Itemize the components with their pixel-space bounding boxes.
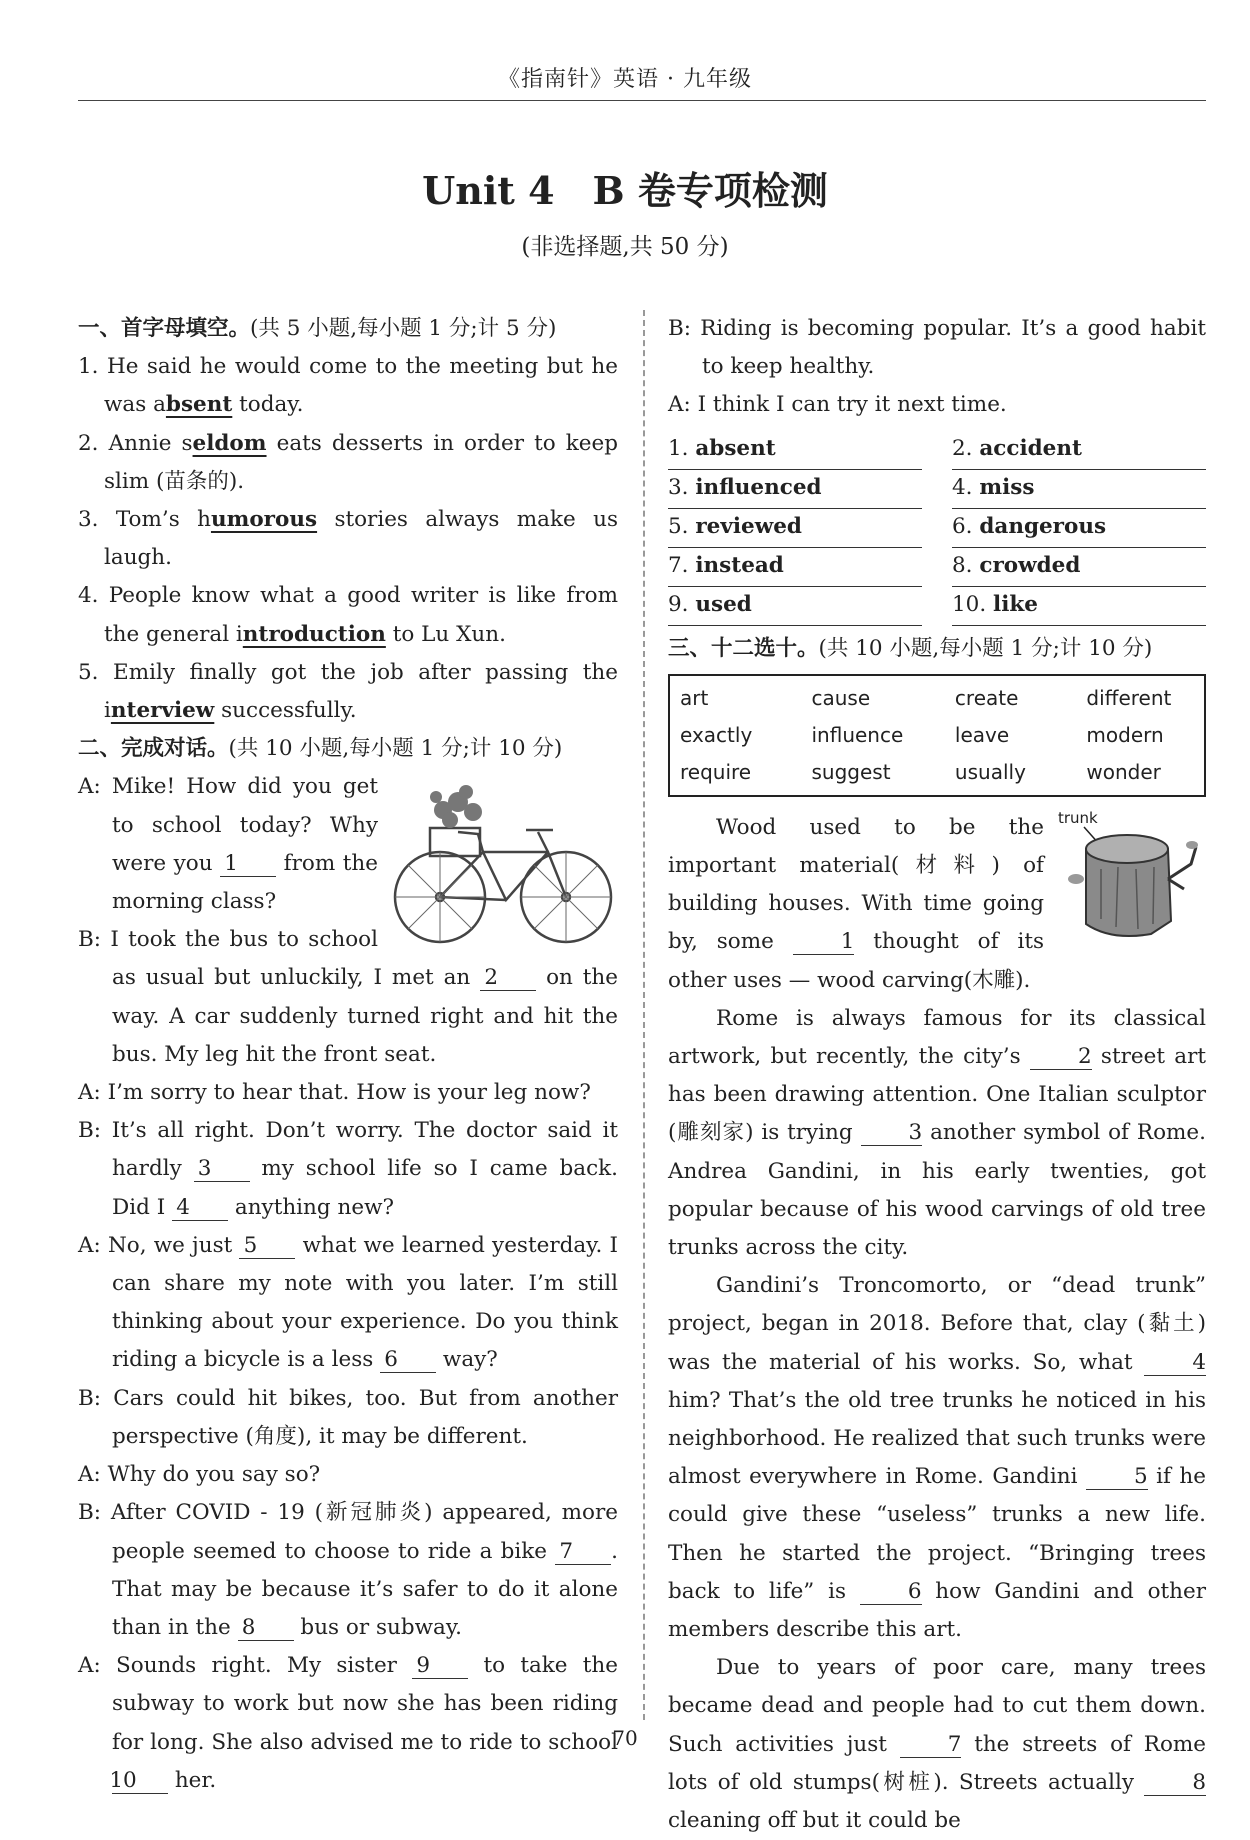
answer-item: 10. like [952, 587, 1206, 626]
running-header: 《指南针》英语 · 九年级 [498, 67, 752, 92]
word-bank-item: wonder [1086, 759, 1161, 784]
word-bank-item: leave [954, 722, 1010, 747]
trunk-illustration [1056, 809, 1206, 949]
part1-q2: 2. Annie seldom eats desserts in order to keep slim (苗条的). [78, 430, 618, 494]
dialog-line-10: B: Riding is becoming popular. It’s a good habit to keep healthy. [668, 316, 1206, 380]
word-bank-item: create [954, 685, 1019, 710]
dialog-line-7: A: Why do you say so? [78, 1462, 321, 1488]
header-rule [78, 100, 1206, 101]
dialog-line-2: B: I took the bus to school as usual but unluckily, I met an 2 on the way. A car suddenly turned right and hit the bus. My leg hit the front seat. [78, 927, 618, 1067]
word-bank-item: art [680, 685, 709, 710]
word-bank-item: suggest [811, 759, 891, 784]
dialog-line-11: A: I think I can try it next time. [668, 392, 1007, 418]
dialog-line-4: B: It’s all right. Don’t worry. The doctor said it hardly 3 my school life so I came back. Did I 4 anything new? [78, 1118, 619, 1220]
bicycle-icon [388, 772, 618, 947]
part1-q1: 1. He said he would come to the meeting but he was absent today. [78, 354, 618, 418]
part2-heading: 二、完成对话。(共 10 小题,每小题 1 分;计 10 分) [78, 736, 563, 762]
bicycle-illustration [388, 772, 618, 947]
dialog-line-3: A: I’m sorry to hear that. How is your leg now? [78, 1080, 591, 1106]
trunk-label: trunk [1058, 808, 1098, 827]
column-divider [643, 310, 645, 1720]
dialog-line-5: A: No, we just 5 what we learned yesterday. I can share my note with you later. I’m still thinking about your experience. Do you think riding a bicycle is a less 6 way? [78, 1232, 618, 1373]
part1-q4: 4. People know what a good writer is like from the general introduction to Lu Xun. [78, 583, 618, 647]
word-bank-item: different [1086, 685, 1172, 710]
answer-item: 4. miss [952, 470, 1206, 509]
answer-item: 8. crowded [952, 548, 1206, 587]
part1-q3: 3. Tom’s humorous stories always make us laugh. [78, 507, 618, 571]
answer-item: 3. influenced [668, 470, 922, 509]
word-bank-item: exactly [680, 722, 753, 747]
dialog-line-8: B: After COVID - 19 (新冠肺炎) appeared, more people seemed to choose to ride a bike 7 . That may be because it’s safer to do it alone than in the 8 bus or subway. [78, 1500, 618, 1640]
passage-paragraph-4: Due to years of poor care, many trees became dead and people had to cut them down. Such activities just 7 the streets of Rome lots of old stumps(树桩). Streets actually 8 cleaning off but it could be [668, 1655, 1207, 1834]
passage-paragraph-3: Gandini’s Troncomorto, or “dead trunk” project, began in 2018. Before that, clay (黏土) was the material of his works. So, what 4 him? That’s the old tree trunks he noticed in his neighborhood. He realized that such trunks were almost everywhere in Rome. Gandini 5 if he could give these “useless” trunks a new life. Then he started the project. “Bringing trees back to life” is 6 how Gandini and other members describe this art. [668, 1273, 1206, 1643]
answer-item: 2. accident [952, 431, 1206, 470]
part3-heading: 三、十二选十。(共 10 小题,每小题 1 分;计 10 分) [668, 635, 1153, 661]
word-bank [668, 674, 1206, 797]
word-bank-item: cause [811, 685, 871, 710]
word-bank-item: influence [811, 722, 904, 747]
page-title: Unit 4 B 卷专项检测 [422, 168, 828, 213]
dialog-line-9: A: Sounds right. My sister 9 to take the subway to work but now she has been riding for long. She also advised me to ride to school 10 her. [78, 1653, 618, 1793]
answer-grid [668, 431, 1206, 626]
right-column [668, 310, 1206, 1840]
answer-item: 6. dangerous [952, 509, 1206, 548]
part1-heading: 一、首字母填空。(共 5 小题,每小题 1 分;计 5 分) [78, 316, 557, 341]
answer-item: 1. absent [668, 431, 922, 470]
tree-trunk-icon [1056, 809, 1206, 949]
answer-item: 9. used [668, 587, 922, 626]
dialog-line-1: A: Mike! How did you get to school today? Why were you 1 from the morning class? [78, 774, 378, 915]
answer-item: 7. instead [668, 548, 922, 587]
part1-q5: 5. Emily finally got the job after passing the interview successfully. [78, 659, 618, 724]
left-column [78, 310, 618, 1800]
word-bank-item: modern [1086, 722, 1164, 747]
page-number: 70 [612, 1726, 638, 1750]
passage-paragraph-2: Rome is always famous for its classical artwork, but recently, the city’s 2 street art has been drawing attention. One Italian sculptor (雕刻家) is trying 3 another symbol of Rome. Andrea Gandini, in his early twenties, got popular because of his wood carvings of old tree trunks across the city. [668, 1005, 1206, 1261]
passage-paragraph-1: Wood used to be the important material(材料) of building houses. With time going by, some 1 thought of its other uses — wood carving(木雕). [668, 814, 1044, 993]
word-bank-item: require [680, 759, 752, 784]
word-bank-item: usually [954, 759, 1026, 784]
dialog-line-6: B: Cars could hit bikes, too. But from another perspective (角度), it may be different. [78, 1385, 618, 1449]
page-subtitle: (非选择题,共 50 分) [521, 234, 729, 260]
answer-item: 5. reviewed [668, 509, 922, 548]
